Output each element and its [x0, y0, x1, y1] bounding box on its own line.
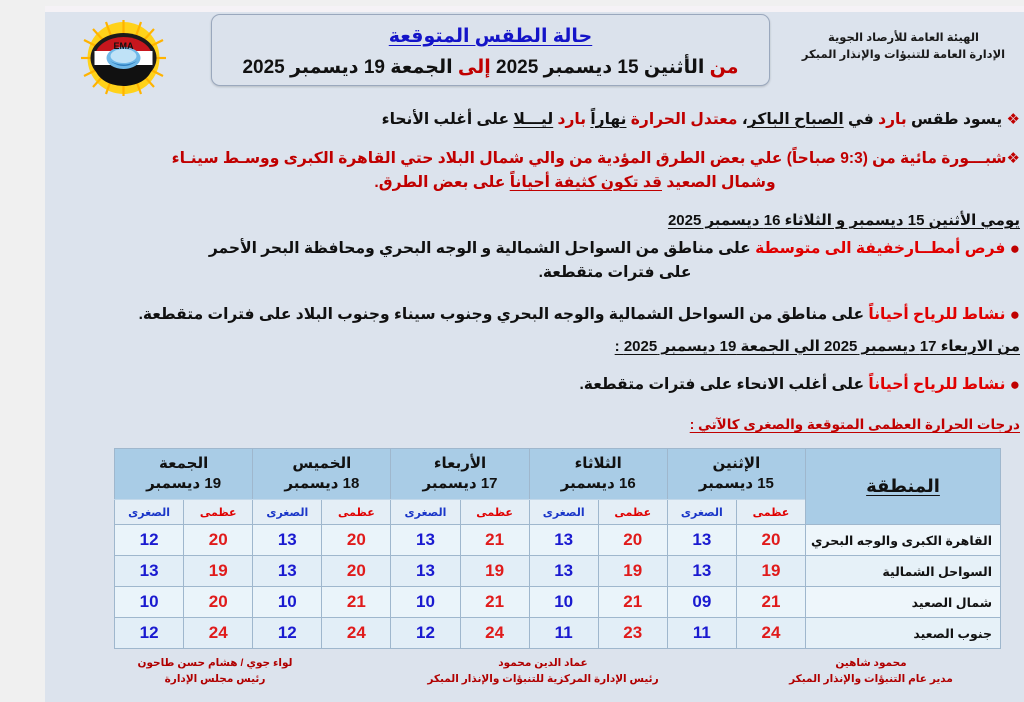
th-day-date: 16 ديسمبر [560, 475, 636, 492]
region-cell: جنوب الصعيد [806, 618, 1001, 649]
table-caption-text: درجات الحرارة العظمى المتوقعة والصغرى كالآتي : [689, 417, 1020, 432]
th-day-1 [529, 449, 667, 500]
max-temp-cell: 24 [322, 618, 391, 649]
th-day-date: 17 ديسمبر [422, 475, 498, 492]
max-temp-cell: 21 [460, 587, 529, 618]
date-heading-1-text: يومي الأثنين 15 ديسمبر و الثلاثاء 16 ديسمبر 2025 [667, 212, 1020, 229]
sig1-title: مدير عام التنبؤات والإنذار المبكر [789, 672, 953, 685]
temperature-table-wrapper [114, 448, 1001, 649]
min-temp-cell: 13 [253, 556, 322, 587]
b1-p2: بارد [878, 111, 907, 128]
date-heading-2-text: من الاربعاء 17 ديسمبر 2025 الي الجمعة 19 ديسمبر 2025 : [614, 338, 1020, 355]
min-temp-cell: 12 [115, 525, 184, 556]
th-day-4 [115, 449, 253, 500]
max-temp-cell: 21 [736, 587, 805, 618]
th-max-2: عظمى [460, 500, 529, 525]
bullet-marker-round: ● [1009, 304, 1020, 324]
b5-a: نشاط للرياح أحياناً [868, 376, 1006, 393]
table-row [115, 618, 1001, 649]
region-cell: السواحل الشمالية [806, 556, 1001, 587]
th-day-2 [391, 449, 529, 500]
date-range-subtitle [212, 56, 769, 79]
min-temp-cell: 09 [667, 587, 736, 618]
bullet-marker-round: ● [1009, 374, 1020, 394]
sig2-title: رئيس الإدارة المركزية للتنبؤات والإنذار المبكر [427, 672, 659, 685]
th-day-name: الثلاثاء [574, 454, 622, 472]
max-temp-cell: 21 [598, 587, 667, 618]
max-temp-cell: 20 [736, 525, 805, 556]
sig3-title: رئيس مجلس الإدارة [164, 672, 266, 685]
ema-logo [76, 20, 171, 96]
forecast-bullet-3-rain [160, 237, 1020, 285]
date-range-start: الأثنين 15 ديسمبر 2025 [496, 57, 705, 78]
region-cell: شمال الصعيد [806, 587, 1001, 618]
max-temp-cell: 20 [322, 525, 391, 556]
min-temp-cell: 10 [115, 587, 184, 618]
th-min-2: الصغرى [391, 500, 460, 525]
b1-p3: في [847, 111, 874, 128]
b3-c: على مناطق من السواحل الشمالية و الوجه البحري ومحافظة البحر الأحمر [208, 240, 751, 257]
th-day-3 [253, 449, 391, 500]
max-temp-cell: 20 [184, 587, 253, 618]
signature-block-3 [100, 656, 330, 688]
max-temp-cell: 20 [184, 525, 253, 556]
temperature-table [114, 448, 1001, 649]
max-temp-cell: 21 [460, 525, 529, 556]
b1-p9: ليـــلا [513, 111, 554, 128]
b4-a: نشاط للرياح أحياناً [868, 306, 1006, 323]
min-temp-cell: 12 [253, 618, 322, 649]
max-temp-cell: 21 [322, 587, 391, 618]
date-range-to: إلى [457, 57, 491, 78]
bullet-marker-diamond: ❖ [1006, 111, 1020, 128]
signature-block-2 [393, 656, 693, 688]
date-heading-1 [225, 211, 1020, 229]
b1-p5: ، [741, 111, 748, 128]
th-day-0 [667, 449, 805, 500]
b2-line2-b: قد تكون كثيفة أحياناً [509, 174, 662, 192]
min-temp-cell: 11 [667, 618, 736, 649]
b1-p7: نهاراً [590, 111, 627, 128]
title-box [211, 14, 770, 86]
sig1-name: محمود شاهين [835, 657, 907, 669]
svg-text:EMA: EMA [113, 41, 134, 51]
b3-a: فرص أمطــار [905, 240, 1006, 257]
th-max-4: عظمى [184, 500, 253, 525]
forecast-bullet-2-fog [130, 147, 1020, 195]
table-head [115, 449, 1001, 525]
table-body [115, 525, 1001, 649]
b2-line2-a: وشمال الصعيد [666, 174, 776, 192]
th-day-name: الخميس [292, 454, 352, 472]
b1-p10: على أغلب الأنحاء [381, 111, 510, 128]
forecast-bullet-1 [250, 108, 1020, 132]
th-max-0: عظمى [736, 500, 805, 525]
th-day-name: الإثنين [712, 454, 761, 472]
organization-header [791, 30, 1016, 63]
max-temp-cell: 24 [460, 618, 529, 649]
max-temp-cell: 24 [184, 618, 253, 649]
bullet-marker-round: ● [1009, 238, 1020, 258]
min-temp-cell: 10 [529, 587, 598, 618]
th-min-1: الصغرى [529, 500, 598, 525]
min-temp-cell: 13 [253, 525, 322, 556]
th-min-0: الصغرى [667, 500, 736, 525]
min-temp-cell: 11 [529, 618, 598, 649]
th-min-4: الصغرى [115, 500, 184, 525]
min-temp-cell: 13 [115, 556, 184, 587]
min-temp-cell: 13 [667, 556, 736, 587]
min-temp-cell: 13 [529, 556, 598, 587]
th-min-3: الصغرى [253, 500, 322, 525]
b1-p4: الصباح الباكر [747, 111, 844, 128]
table-row [115, 525, 1001, 556]
max-temp-cell: 24 [736, 618, 805, 649]
max-temp-cell: 20 [322, 556, 391, 587]
min-temp-cell: 12 [115, 618, 184, 649]
table-row [115, 587, 1001, 618]
max-temp-cell: 19 [736, 556, 805, 587]
max-temp-cell: 19 [460, 556, 529, 587]
min-temp-cell: 13 [667, 525, 736, 556]
org-line-2: الإدارة العامة للتنبؤات والإنذار المبكر [801, 48, 1006, 61]
max-temp-cell: 19 [598, 556, 667, 587]
th-day-date: 19 ديسمبر [146, 475, 222, 492]
b3-b: خفيفة الى متوسطة [755, 240, 906, 257]
b1-p6: معتدل الحرارة [630, 111, 738, 128]
b1-p8: بارد [557, 111, 587, 128]
th-day-date: 18 ديسمبر [284, 475, 360, 492]
forecast-bullet-4-wind [95, 303, 1020, 327]
b4-b: على مناطق من السواحل الشمالية والوجه البحري وجنوب سيناء وجنوب البلاد على فترات متقطعة. [138, 306, 865, 323]
date-range-from: من [709, 57, 739, 78]
min-temp-cell: 13 [391, 556, 460, 587]
sig2-name: عماد الدين محمود [498, 657, 588, 669]
org-line-1: الهيئة العامة للأرصاد الجوية [827, 32, 980, 44]
th-region: المنطقة [806, 449, 1001, 525]
max-temp-cell: 19 [184, 556, 253, 587]
temperature-table-caption [345, 417, 1020, 433]
b2-line1: شبـــورة مائية من (9:3 صباحاً) علي بعض الطرق المؤدية من والي شمال البلاد حتي القاهرة الكبرى ووسـط سينـاء [171, 150, 1007, 167]
th-day-date: 15 ديسمبر [698, 475, 774, 492]
date-heading-2 [225, 337, 1020, 355]
max-temp-cell: 23 [598, 618, 667, 649]
min-temp-cell: 12 [391, 618, 460, 649]
region-cell: القاهرة الكبرى والوجه البحري [806, 525, 1001, 556]
min-temp-cell: 10 [253, 587, 322, 618]
b2-line2-c: على بعض الطرق. [374, 174, 506, 192]
signature-block-1 [736, 656, 1006, 688]
page-title: حالة الطقس المتوقعة [388, 26, 593, 47]
b5-b: على أغلب الانحاء على فترات متقطعة. [579, 376, 865, 393]
max-temp-cell: 20 [598, 525, 667, 556]
th-day-name: الجمعة [159, 454, 209, 472]
bullet-marker-diamond: ❖ [1006, 150, 1020, 167]
min-temp-cell: 13 [391, 525, 460, 556]
th-max-3: عظمى [322, 500, 391, 525]
table-row [115, 556, 1001, 587]
min-temp-cell: 10 [391, 587, 460, 618]
table-header-days-row [115, 449, 1001, 500]
sig3-name: لواء جوي / هشام حسن طاحون [137, 657, 293, 669]
document-sheet [45, 6, 1024, 702]
b1-p1: يسود طقس [910, 111, 1003, 128]
b3-d: على فترات متقطعة. [538, 264, 692, 282]
th-max-1: عظمى [598, 500, 667, 525]
forecast-bullet-5-wind [225, 373, 1020, 397]
date-range-end: الجمعة 19 ديسمبر 2025 [242, 57, 453, 78]
th-day-name: الأربعاء [433, 454, 487, 472]
min-temp-cell: 13 [529, 525, 598, 556]
